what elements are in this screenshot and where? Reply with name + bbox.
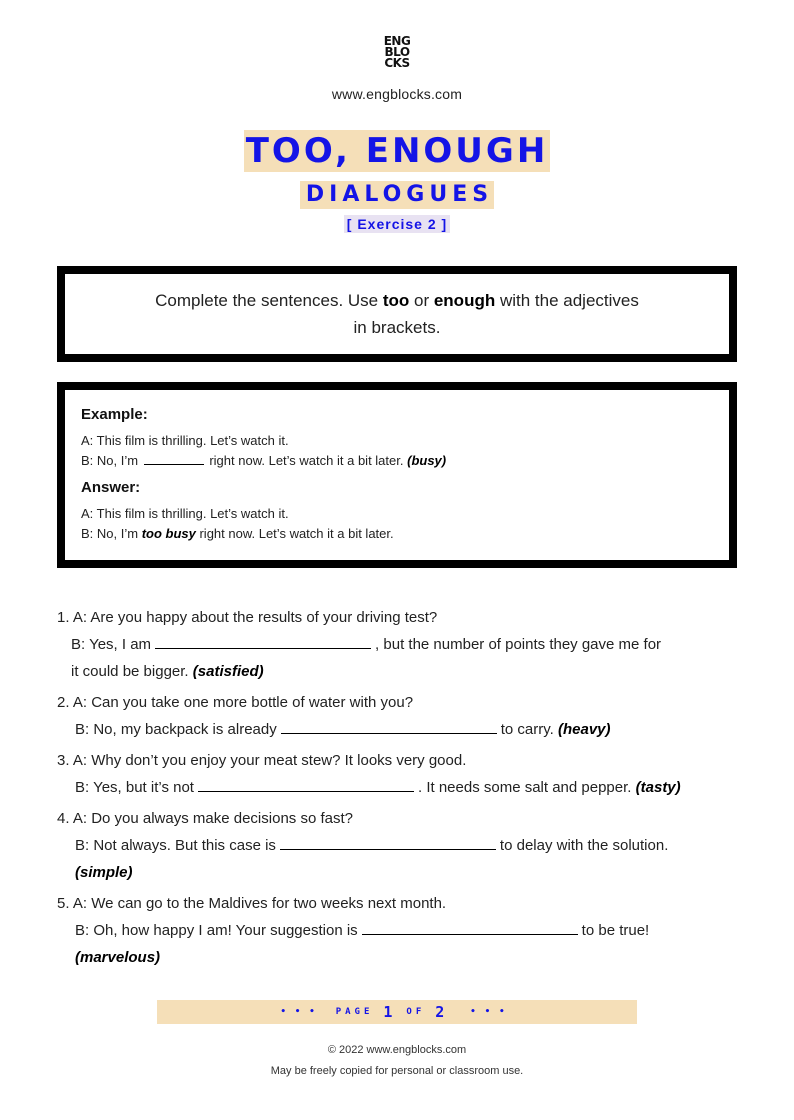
page-title: TOO, ENOUGH [245, 131, 549, 171]
answer-line-a: A: This film is thrilling. Let’s watch it. [81, 506, 289, 521]
instructions-text-4: in brackets. [353, 318, 441, 337]
question-line-a: 3. A: Why don’t you enjoy your meat stew? It looks very good. [57, 752, 467, 769]
question-hint: (simple) [75, 864, 133, 881]
question-5 [57, 890, 737, 971]
question-b-end: , but the number of points they gave me for [375, 636, 662, 653]
example-hint: (busy) [407, 453, 447, 468]
copy-note: May be freely copied for personal or classroom use. [270, 1065, 524, 1077]
question-1 [57, 604, 737, 685]
question-hint: (heavy) [558, 721, 611, 738]
exercise-label: [ Exercise 2 ] [344, 215, 450, 233]
question-3 [57, 747, 737, 801]
question-line-a: 2. A: Can you take one more bottle of water with you? [57, 694, 414, 711]
question-line-a: 5. A: We can go to the Maldives for two weeks next month. [57, 895, 447, 912]
instructions-text-2: or [409, 291, 434, 310]
question-line-a: 4. A: Do you always make decisions so fast? [57, 810, 353, 827]
question-hint: (tasty) [635, 779, 681, 796]
page-total: 2 [435, 1003, 449, 1021]
page-indicator [157, 1000, 637, 1024]
logo-line-3: CKS [384, 56, 410, 70]
page-current: 1 [383, 1003, 397, 1021]
question-line-c [57, 944, 737, 971]
question-b-start: B: Not always. But this case is [75, 837, 276, 854]
instructions-text-3: with the adjectives [495, 291, 639, 310]
answer-line-b [81, 524, 713, 544]
page-subtitle: DIALOGUES [300, 181, 494, 209]
logo-line-1: ENG [383, 34, 411, 48]
example-b-start: B: No, I’m [81, 453, 139, 468]
question-b-end: . It needs some salt and pepper. [417, 779, 632, 796]
question-b-end: to delay with the solution. [499, 837, 669, 854]
example-line-b [81, 451, 713, 471]
question-line-b [57, 631, 737, 658]
of-word: OF [406, 1007, 426, 1017]
example-line-a: A: This film is thrilling. Let’s watch it. [81, 433, 289, 448]
page-word: PAGE [335, 1007, 374, 1017]
example-box [57, 382, 737, 568]
question-line-c [57, 859, 737, 886]
question-b-end: to carry. [500, 721, 554, 738]
question-b-start: B: Oh, how happy I am! Your suggestion is [75, 922, 358, 939]
question-line-c [57, 658, 737, 685]
answer-blank[interactable] [155, 634, 371, 649]
example-label: Example: [81, 406, 148, 423]
example-blank [144, 452, 204, 465]
copyright: © 2022 www.engblocks.com [327, 1044, 467, 1056]
engblocks-logo [0, 36, 794, 72]
question-line-b [57, 774, 737, 801]
question-line-b [57, 832, 737, 859]
instructions-text-1: Complete the sentences. Use [155, 291, 383, 310]
keyword-enough: enough [433, 291, 496, 310]
question-4 [57, 805, 737, 886]
question-hint: (satisfied) [192, 663, 264, 680]
question-2 [57, 689, 737, 743]
answer-blank[interactable] [198, 777, 414, 792]
answer-b-start: B: No, I’m [81, 526, 142, 541]
answer-blank[interactable] [362, 920, 578, 935]
answer-blank[interactable] [281, 719, 497, 734]
example-b-end: right now. Let’s watch it a bit later. [209, 453, 404, 468]
site-url: www.engblocks.com [331, 86, 463, 102]
questions-list [57, 604, 737, 971]
keyword-too: too [382, 291, 410, 310]
question-b-end: to be true! [581, 922, 650, 939]
answer-blank[interactable] [280, 835, 496, 850]
question-line-b [57, 917, 737, 944]
question-b-start: B: Yes, I am [71, 636, 152, 653]
question-b-start: B: No, my backpack is already [75, 721, 277, 738]
logo-line-2: BLO [384, 45, 410, 59]
answer-fill: too busy [141, 526, 196, 541]
question-b-start: B: Yes, but it’s not [75, 779, 194, 796]
pager-dots-right: ••• [470, 1007, 514, 1017]
pager-dots-left: ••• [280, 1007, 324, 1017]
question-line-a: 1. A: Are you happy about the results of your driving test? [57, 609, 438, 626]
question-hint: (marvelous) [75, 949, 161, 966]
answer-label: Answer: [81, 479, 141, 496]
question-line-b [57, 716, 737, 743]
question-c: it could be bigger. [71, 663, 189, 680]
answer-b-end: right now. Let’s watch it a bit later. [195, 526, 394, 541]
instructions-box [57, 266, 737, 362]
